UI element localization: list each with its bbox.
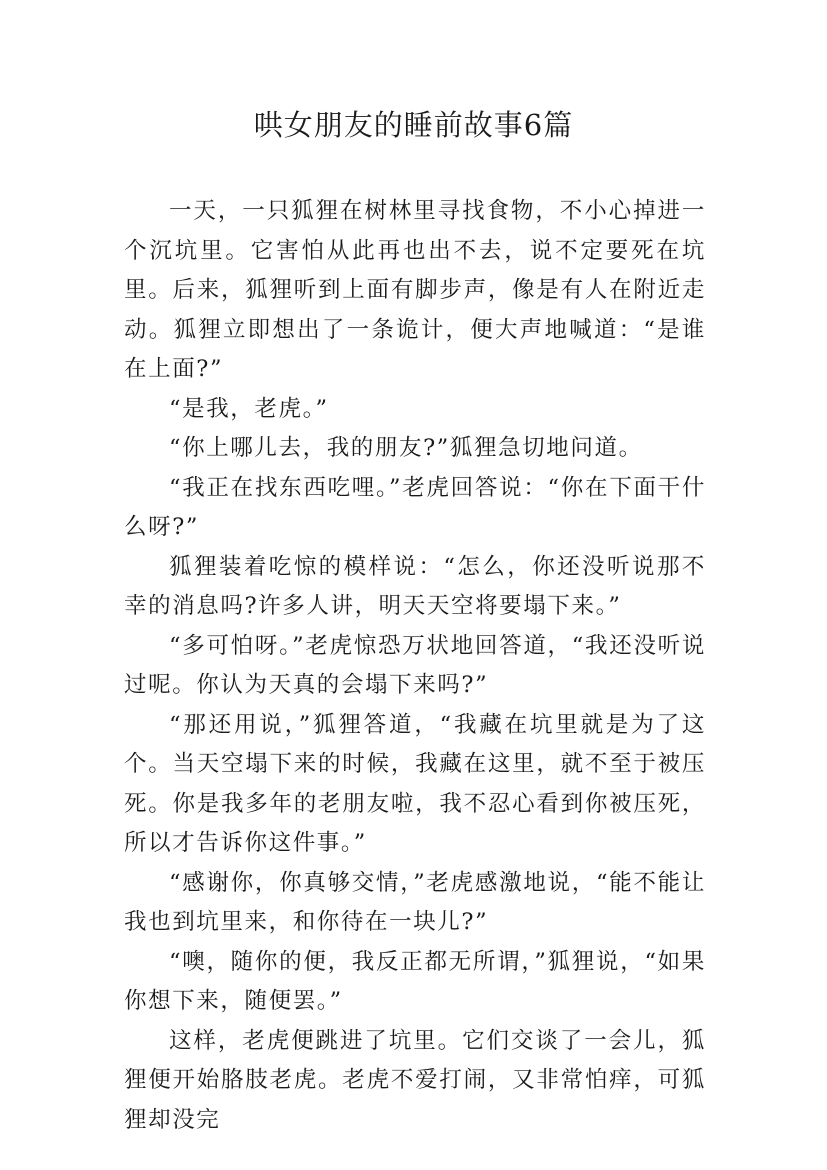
paragraph: “感谢你，你真够交情，”老虎感激地说，“能不能让我也到坑里来，和你待在一块儿?” (124, 869, 706, 935)
paragraph: “你上哪儿去，我的朋友?”狐狸急切地问道。 (169, 435, 643, 461)
paragraph: “噢，随你的便，我反正都无所谓，”狐狸说，“如果你想下来，随便罢。” (124, 948, 706, 1014)
paragraph: “我正在找东西吃哩。”老虎回答说：“你在下面干什么呀?” (124, 474, 706, 540)
document-body (124, 192, 706, 1140)
document-title: 哄女朋友的睡前故事6篇 (253, 108, 574, 142)
paragraph: “多可怕呀。”老虎惊恐万状地回答道，“我还没听说过呢。你认为天真的会塌下来吗?” (124, 632, 706, 698)
paragraph: 一天，一只狐狸在树林里寻找食物，不小心掉进一个沉坑里。它害怕从此再也出不去，说不定要死在坑里。后来，狐狸听到上面有脚步声，像是有人在附近走动。狐狸立即想出了一条诡计，便大声地喊道：“是谁在上面?” (124, 198, 706, 382)
paragraph: 狐狸装着吃惊的模样说：“怎么，你还没听说那不幸的消息吗?许多人讲，明天天空将要塌下来。” (124, 553, 706, 619)
paragraph: 这样，老虎便跳进了坑里。它们交谈了一会儿，狐狸便开始胳肢老虎。老虎不爱打闹，又非常怕痒，可狐狸却没完 (124, 1027, 706, 1133)
paragraph: “是我，老虎。” (169, 395, 329, 422)
paragraph: “那还用说，”狐狸答道，“我藏在坑里就是为了这个。当天空塌下来的时候，我藏在这里，就不至于被压死。你是我多年的老朋友啦，我不忍心看到你被压死，所以才告诉你这件事。” (124, 711, 706, 856)
